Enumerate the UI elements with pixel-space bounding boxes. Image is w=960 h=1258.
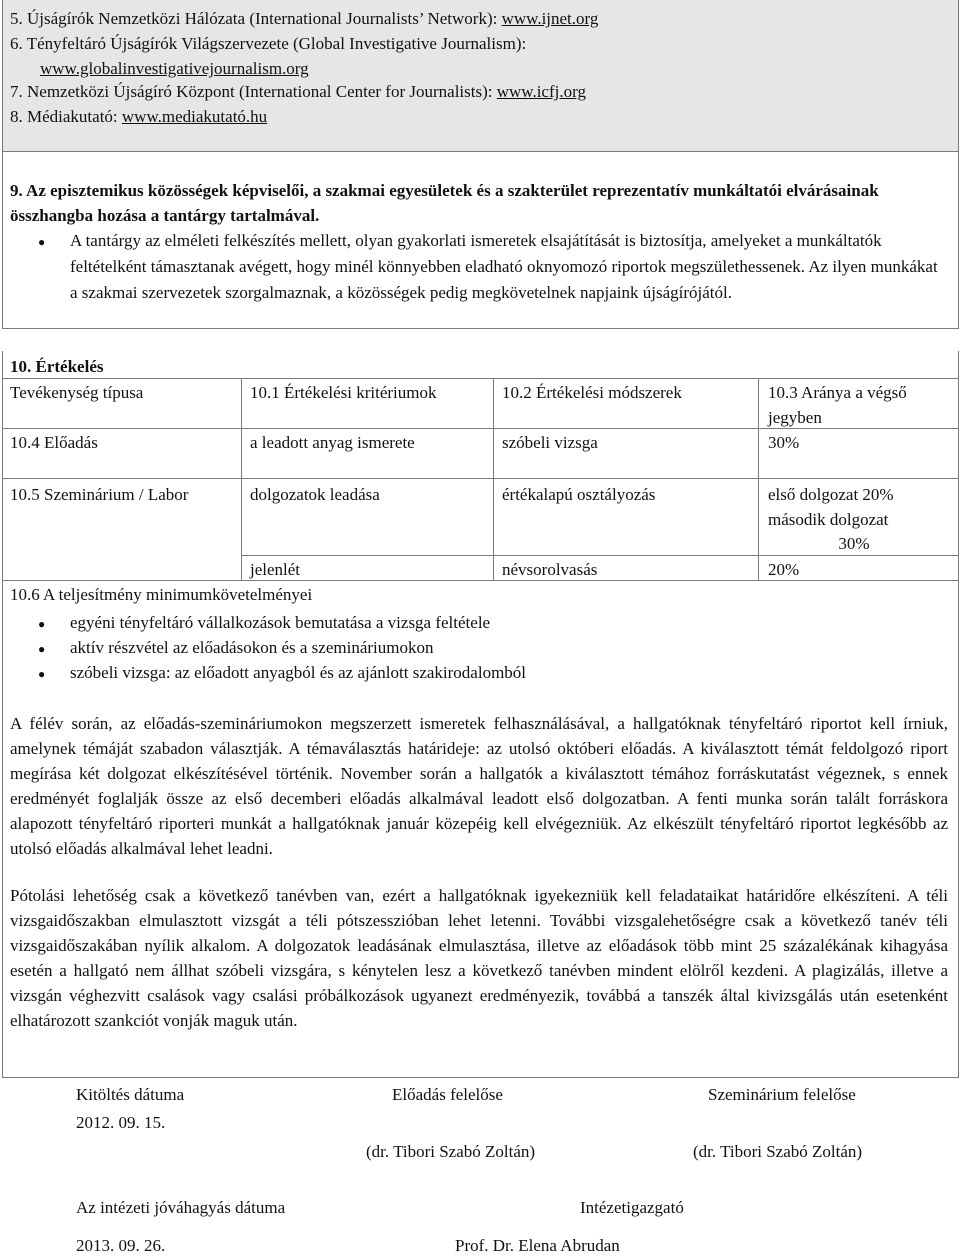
table-cell: 20% [768,560,800,579]
table-cell: névsorolvasás [502,560,598,579]
table-cell: 10.5 Szeminárium / Labor [10,485,189,504]
list-item: aktív részvétel az előadásokon és a szemináriumokon [70,638,434,657]
list-item: egyéni tényfeltáró vállalkozások bemutatása a vizsga feltétele [70,613,491,632]
reference-link-icfj[interactable]: www.icfj.org [496,82,586,101]
table-rule [2,478,959,479]
fill-date-value: 2012. 09. 15. [76,1113,166,1132]
table-header-methods: 10.2 Értékelési módszerek [502,383,682,402]
seminar-responsible-name: (dr. Tibori Szabó Zoltán) [693,1142,863,1161]
director-name: Prof. Dr. Elena Abrudan [455,1236,620,1255]
minimum-requirements-title: 10.6 A teljesítmény minimumkövetelményei [10,585,313,604]
reference-link-mediakutato[interactable]: www.mediakutató.hu [121,107,268,126]
table-cell: első dolgozat 20% [768,485,894,504]
list-item: szóbeli vizsga: az előadott anyagból és az ajánlott szakirodalomból [70,663,527,682]
bullet-icon: ● [38,617,46,631]
evaluation-paragraph-2: Pótolási lehetőség csak a következő tanévben van, ezért a hallgatóknak igyekezniük kell feladataikat határidőre elkészíteni. A téli vizsgaidőszakban elmulasztott vizsgát a téli pótszesszióban lehet letenni. További vizsgalehetőségre csak a következő tanév téli vizsgaidőszakában nyílik alkalom. A dolgozatok leadásának elmulasztása, illetve az előadások több mint 25 százalékának kihagyása esetén a hallgató nem állhat szóbeli vizsgára, s kénytelen lesz a következő tanévben mindent elölről kezdeni. A plagizálás, illetve a vizsgán véghezvitt csalások vagy csalási próbálkozások ugyanezt eredményezik, továbbá a tanszék által kivizsgálás után esetenként elhatározott szankciót vonják maguk után. [10,886,948,1030]
table-cell: második dolgozat [768,510,889,529]
table-rule [758,378,759,580]
table-cell: 30% [838,534,870,553]
reference-item-7: 7. Nemzetközi Újságíró Központ (International Center for Journalists): www.icfj.org [10,82,586,101]
evaluation-paragraph-1: A félév során, az előadás-szemináriumokon megszerzett ismeretek felhasználásával, a hallgatóknak tényfeltáró riportot kell írniuk, amelynek témáját szabadon választják. A témaválasztás határideje: az utolsó októberi előadás. A kiválasztott témát feldolgozó riport megírása két dolgozat elkészítésével történik. November során a hallgatók a kiválasztott témához forráskutatást végeznek, s ennek eredményét foglalják össze az első decemberi előadás alkalmával leadott első dolgozatban. A fenti munka során talált forráskora alapozott tényfeltáró riporteri munkát a hallgatóknak január közepéig kell elvégezniük. Az elkészült tényfeltáró riportot legkésőbb az utolsó előadás alkalmával lehet leadni. [10,714,948,858]
table-rule [493,378,494,580]
reference-item-6: 6. Tényfeltáró Újságírók Világszervezete (Global Investigative Journalism): [10,34,527,53]
bullet-icon: ● [38,642,46,656]
bullet-icon: ● [38,667,46,681]
bullet-icon: ● [38,235,46,249]
table-header-criteria: 10.1 Értékelési kritériumok [250,383,437,402]
reference-item-5: 5. Újságírók Nemzetközi Hálózata (International Journalists’ Network): www.ijnet.org [10,9,599,28]
approval-date-value: 2013. 09. 26. [76,1236,166,1255]
section-9-heading: 9. Az episztemikus közösségek képviselői, a szakmai egyesületek és a szakterület reprezentatív munkáltatói elvárásainak összhangba hozása a tantárgy tartalmával. [10,181,879,225]
lecture-responsible-label: Előadás felelőse [392,1085,503,1104]
lecture-responsible-name: (dr. Tibori Szabó Zoltán) [366,1142,536,1161]
fill-date-label: Kitöltés dátuma [76,1085,185,1104]
table-rule [241,378,242,580]
table-cell: 10.4 Előadás [10,433,98,452]
director-label: Intézetigazgató [580,1198,684,1217]
table-rule [2,378,959,379]
table-header-ratio-cont: jegyben [768,408,822,427]
table-cell: értékalapú osztályozás [502,485,656,504]
reference-link-gij[interactable]: www.globalinvestigativejournalism.org [40,59,309,78]
table-cell: 30% [768,433,800,452]
table-cell: jelenlét [250,560,301,579]
reference-item-8: 8. Médiakutató: www.mediakutató.hu [10,107,268,126]
table-header-activity: Tevékenység típusa [10,383,144,402]
section-10-heading: 10. Értékelés [10,357,104,376]
section-9-bullet-text: A tantárgy az elméleti felkészítés mellett, olyan gyakorlati ismeretek elsajátítását is biztosítja, amelyeket a munkáltatók feltételként támasztanak avégett, hogy minél könnyebben eladható oknyomozó riportok megszülethessenek. Az ilyen munkákat a szakmai szervezetek szorgalmaznak, a közösségek pedig megkövetelnek napjaink újságírójától. [70,231,938,302]
approval-date-label: Az intézeti jóváhagyás dátuma [76,1198,286,1217]
table-header-ratio: 10.3 Aránya a végső [768,383,907,402]
table-cell: a leadott anyag ismerete [250,433,415,452]
reference-link-ijnet[interactable]: www.ijnet.org [501,9,599,28]
table-cell: szóbeli vizsga [502,433,598,452]
table-cell: dolgozatok leadása [250,485,380,504]
seminar-responsible-label: Szeminárium felelőse [708,1085,856,1104]
table-rule [2,580,959,581]
